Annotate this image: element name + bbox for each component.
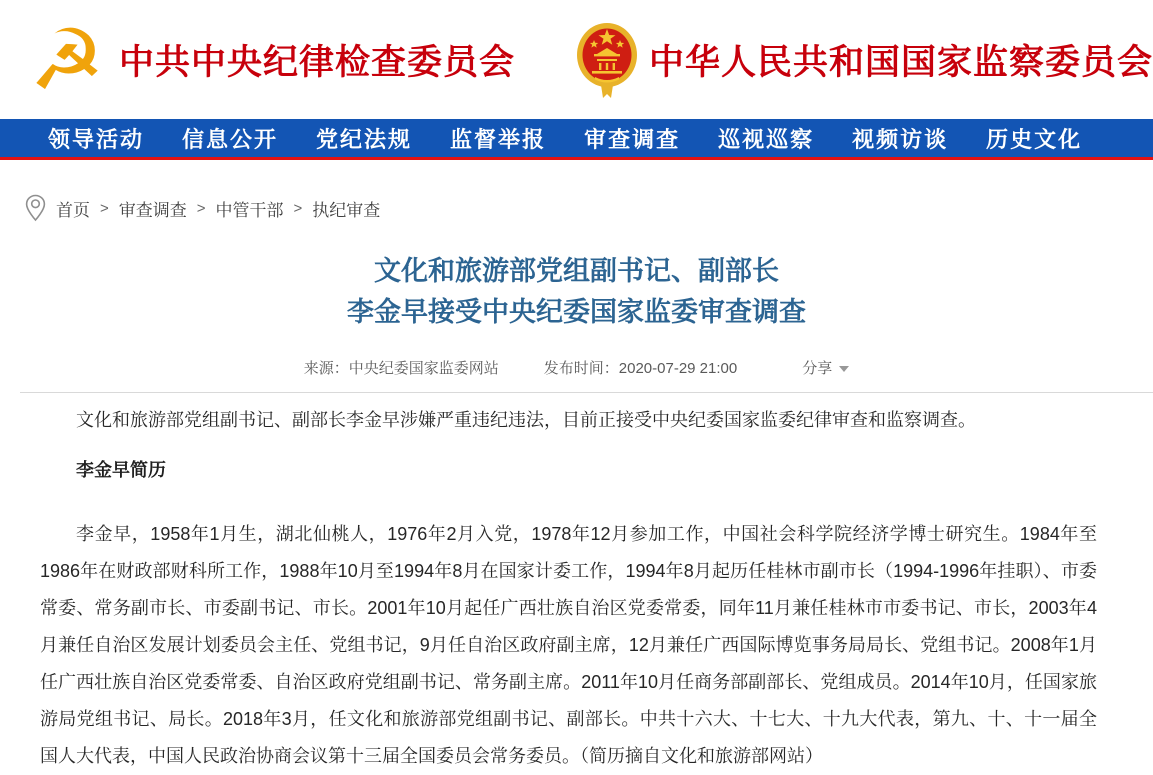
- article-title-line1: 文化和旅游部党组副书记、副部长: [374, 256, 779, 286]
- brand-nsc-logo[interactable]: [575, 21, 1153, 99]
- party-emblem-icon: ☭: [29, 10, 105, 109]
- breadcrumb-separator: >: [196, 199, 206, 217]
- nav-item-history-culture[interactable]: 历史文化: [986, 126, 1083, 152]
- share-label: 分享: [802, 360, 833, 377]
- nav-item-review-investigation[interactable]: 审查调查: [584, 126, 681, 152]
- brand-ccdi-title: 中共中央纪律检查委员会: [119, 42, 516, 82]
- meta-publish-time: 发布时间：2020-07-29 21:00: [543, 360, 738, 377]
- share-button[interactable]: [802, 357, 849, 378]
- main-nav: [0, 119, 1153, 160]
- location-pin-icon: [25, 194, 46, 222]
- nav-item-inspection-patrol[interactable]: 巡视巡察: [718, 126, 815, 152]
- chevron-down-icon: [839, 366, 849, 372]
- meta-source: 来源：中央纪委国家监委网站: [303, 360, 499, 377]
- breadcrumb-separator: >: [293, 199, 303, 217]
- lead-paragraph: 文化和旅游部党组副书记、副部长李金早涉嫌严重违纪违法，目前正接受中央纪委国家监委纪律审查和监察调查。: [76, 410, 976, 430]
- breadcrumb-item-centrally-managed-cadres[interactable]: 中管干部: [215, 200, 284, 220]
- article-body: [0, 402, 1153, 775]
- article-title: [60, 251, 1093, 333]
- nav-item-info-disclosure[interactable]: 信息公开: [182, 126, 279, 152]
- breadcrumb: [25, 194, 1153, 222]
- article-meta: [0, 357, 1153, 378]
- site-header: [0, 0, 1153, 119]
- nav-item-supervision-reporting[interactable]: 监督举报: [450, 126, 547, 152]
- national-emblem-icon: [575, 21, 639, 99]
- bio-paragraph: 李金早，1958年1月生，湖北仙桃人，1976年2月入党，1978年12月参加工作，中国社会科学院经济学博士研究生。1984年至1986年在财政部财科所工作，1988年10月至1994年8月在国家计委工作，1994年8月起历任桂林市副市长（1994-1996年挂职）、市委常委、常务副市长、市委副书记、市长。2001年10月起任广西壮族自治区党委常委，同年11月兼任桂林市市委书记、市长，2003年4月兼任自治区发展计划委员会主任、党组书记，9月任自治区政府副主席，12月兼任广西国际博览事务局局长、党组书记。2008年1月任广西壮族自治区党委常委、自治区政府党组副书记、常务副主席。2011年10月任商务部副部长、党组成员。2014年10月，任国家旅游局党组书记、局长。2018年3月，任文化和旅游部党组副书记、副部长。中共十六大、十七大、十九大代表，第九、十、十一届全国人大代表，中国人民政治协商会议第十三届全国委员会常务委员。（简历摘自文化和旅游部网站）: [40, 524, 1097, 766]
- breadcrumb-item-discipline-enforcement: 执纪审查: [312, 200, 381, 220]
- brand-nsc-title: 中华人民共和国国家监察委员会: [649, 42, 1153, 82]
- nav-item-video-interviews[interactable]: 视频访谈: [852, 126, 949, 152]
- breadcrumb-item-review-investigation[interactable]: 审查调查: [118, 200, 187, 220]
- breadcrumb-separator: >: [100, 199, 109, 217]
- divider: [20, 392, 1153, 393]
- breadcrumb-item-home[interactable]: 首页: [56, 200, 90, 220]
- nav-item-leader-activities[interactable]: 领导活动: [48, 126, 145, 152]
- brand-ccdi-logo[interactable]: [25, 10, 516, 109]
- nav-item-party-discipline-regulations[interactable]: 党纪法规: [316, 126, 413, 152]
- article-title-line2: 李金早接受中央纪委国家监委审查调查: [347, 297, 806, 327]
- bio-subheading: 李金早简历: [76, 460, 166, 480]
